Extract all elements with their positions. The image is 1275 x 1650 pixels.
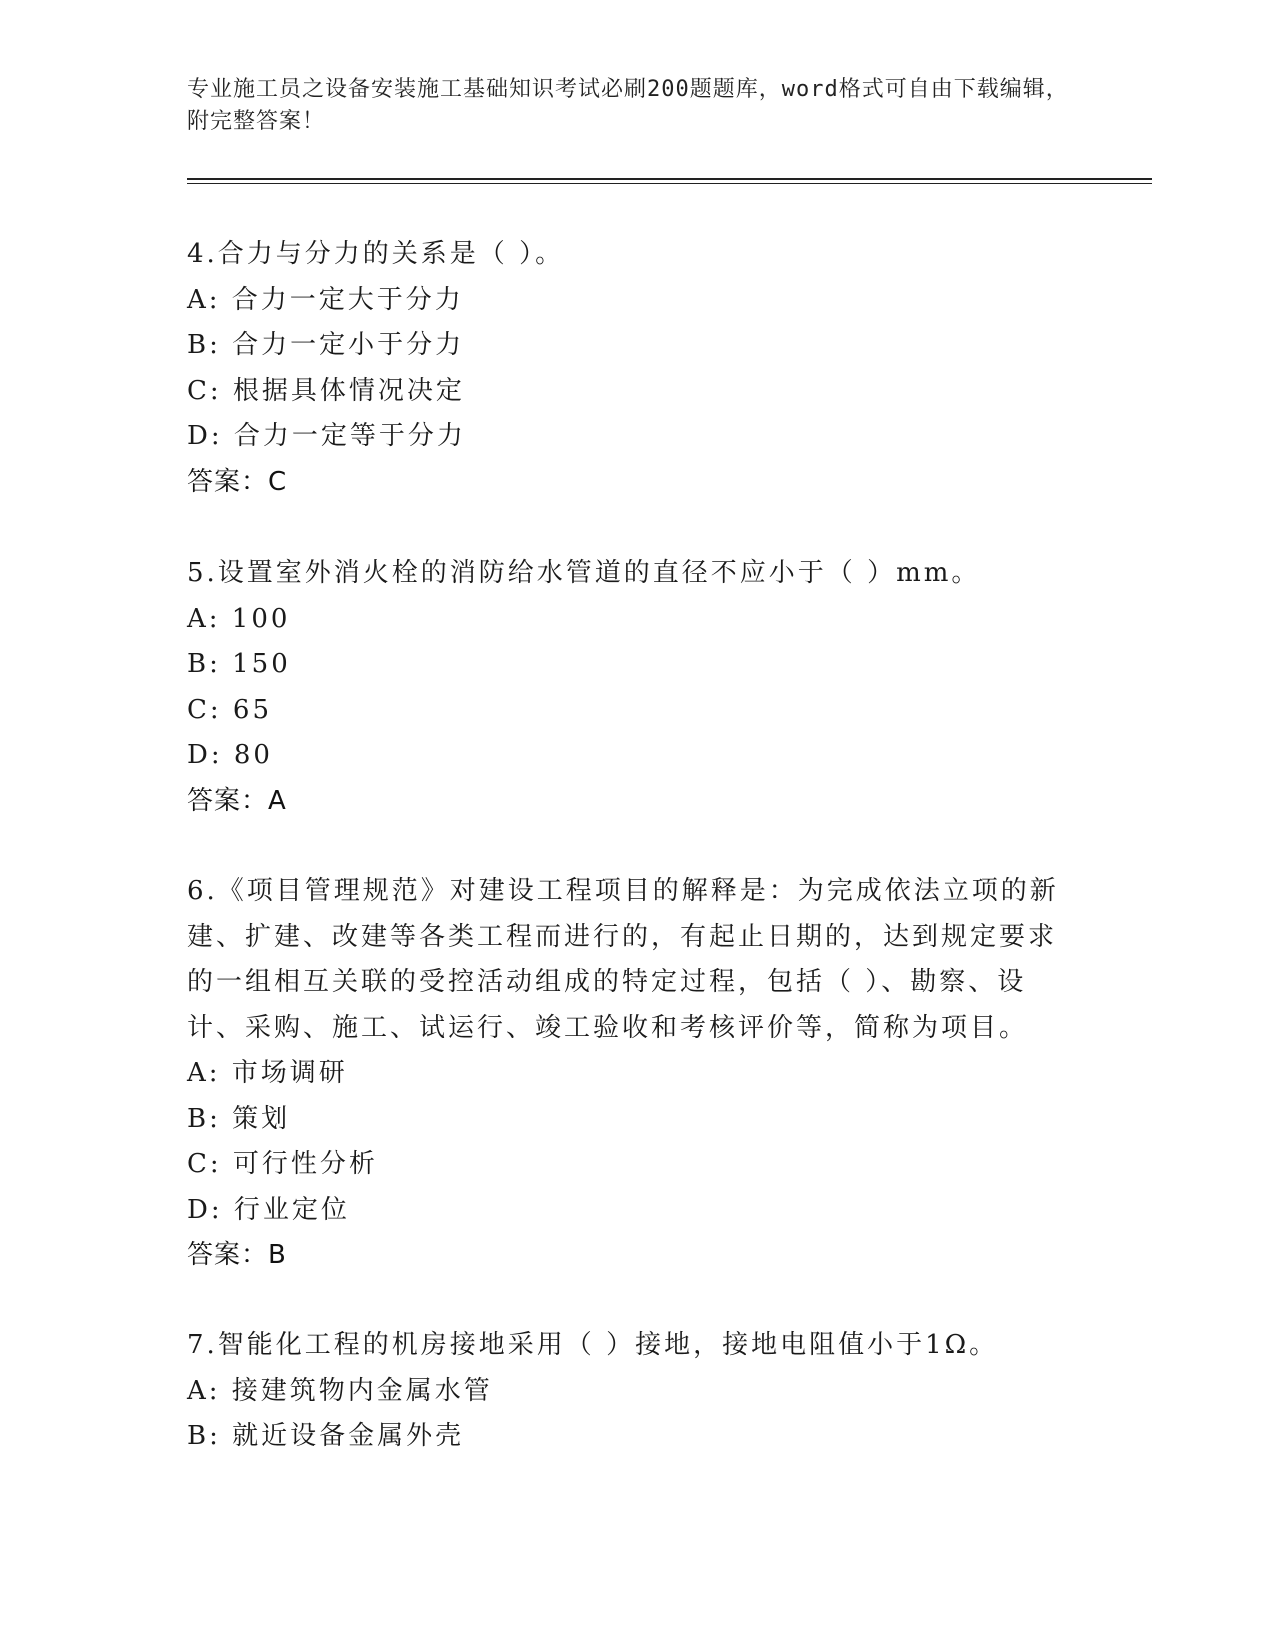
option-c: C: 根据具体情况决定	[187, 375, 465, 406]
answer-line: 答案：B	[187, 1240, 287, 1270]
answer-line: 答案：C	[187, 466, 288, 497]
question-block	[187, 551, 1087, 824]
answer-line: 答案：A	[187, 785, 287, 816]
option-b: B: 就近设备金属外壳	[187, 1421, 465, 1451]
option-c: C: 65	[187, 694, 273, 725]
question-stem: 4.合力与分力的关系是（ ）。	[187, 239, 565, 269]
question-block	[187, 869, 1087, 1279]
document-header: 专业施工员之设备安装施工基础知识考试必刷200题题库，word格式可自由下载编辑，附完整答案！	[187, 77, 1069, 134]
option-b: B: 策划	[187, 1103, 291, 1134]
header-divider-secondary	[187, 183, 1152, 184]
question-block	[187, 1323, 1087, 1460]
question-stem: 5.设置室外消火栓的消防给水管道的直径不应小于（ ）mm。	[187, 558, 981, 588]
option-a: A: 接建筑物内金属水管	[187, 1375, 493, 1406]
option-a: A: 100	[187, 603, 291, 634]
option-a: A: 市场调研	[187, 1058, 348, 1088]
question-block	[187, 232, 1087, 505]
option-b: B: 合力一定小于分力	[187, 330, 465, 360]
option-d: D: 合力一定等于分力	[187, 421, 466, 451]
option-b: B: 150	[187, 649, 291, 679]
header-divider	[187, 178, 1152, 180]
option-d: D: 80	[187, 740, 273, 770]
question-stem: 7.智能化工程的机房接地采用（ ）接地，接地电阻值小于1Ω。	[187, 1330, 999, 1360]
option-c: C: 可行性分析	[187, 1149, 378, 1179]
option-d: D: 行业定位	[187, 1194, 350, 1225]
option-a: A: 合力一定大于分力	[187, 284, 464, 315]
question-stem: 6.《项目管理规范》对建设工程项目的解释是：为完成依法立项的新建、扩建、改建等各类工程而进行的，有起止日期的，达到规定要求的一组相互关联的受控活动组成的特定过程，包括（ ）、勘察、设计、采购、施工、试运行、竣工验收和考核评价等，简称为项目。	[187, 876, 1059, 1043]
